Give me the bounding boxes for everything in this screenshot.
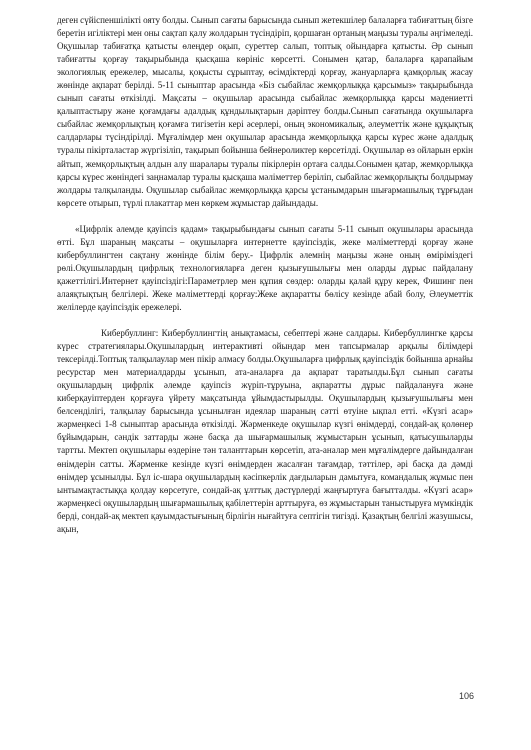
paragraph-digital-safety-class-hour: «Цифрлік әлемде қауіпсіз қадам» тақырыбындағы сынып сағаты 5-11 сынып оқушылары арасында өтті. Бұл шараның мақсаты – оқушыларға интернетте қауіпсіздік, жеке мәліметтерді қорғау және кибербуллингтен сақтану жөнінде білім беру.- Цифрлік әлемнің маңызы және оның өміріміздегі рөлі.Оқушылардың цифрлық технологияларға деген қызығушылығы мен оларды дұрыс пайдалану қажеттілігі.Интернет қауіпсіздігі:Параметрлер мен құпия сөздер: оларды қалай құру керек, Фишинг пен алаяқтықтың белгілері. Жеке мәліметтерді қорғау:Жеке ақпаратты бөлісу кезінде абай болу, Әлеуметтік желілерде қауіпсіздік ережелері. — [57, 223, 473, 312]
paragraph-anti-corruption-class-hour: деген сүйіспеншілікті ояту болды. Сынып сағаты барысында сынып жетекшілер балаларға табиғаттың бізге беретін игіліктері мен оны сақтап қалу жолдарын түсіндіріп, қоршаған ортаның маңызы туралы әңгімеледі. Оқушылар табиғатқа қатысты өлеңдер оқып, суреттер салып, топтық ойындарға қатысты. Әр сынып табиғатты қорғау тақырыбында қысқаша көрініс көрсетті. Сонымен қатар, балаларға қарапайым экологиялық ережелер, мысалы, қоқысты сұрыптау, өсімдіктерді қорғау, жануарларға қамқорлық жасау жөнінде ақпарат берілді. 5-11 сыныптар арасында «Біз сыбайлас жемқорлыққа қарсымыз» тақырыбында сынып сағаты өткізілді. Мақсаты – оқушылар арасында сыбайлас жемқорлыққа қарсы мәдениетті қалыптастыру және қоғамдағы адалдық құндылықтарын дәріптеу болды.Сынып сағатында оқушыларға сыбайлас жемқорлықтың қоғамға тигізетін кері әсерлері, оның экономикалық, әлеуметтік және құқықтық салдарлары түсіндірілді. Мұғалімдер мен оқушылар арасында жемқорлыққа қарсы күрес және адалдық туралы пікірталастар жүргізіліп, тақырып бойынша бейнероликтер көрсетілді. Оқушылар өз ойларын еркін айтып, жемқорлықтың алдын алу шаралары туралы пікірлерін ортаға салды.Сонымен қатар, жемқорлыққа қарсы күрес жөніндегі заңнамалар туралы қысқаша мәліметтер беріліп, сыбайлас жемқорлықты болдырмау жолдары талқыланды. Оқушылар сыбайлас жемқорлыққа қарсы ұстанымдарын шығармашылық тұрғыдан көрсете отырып, түрлі плакаттар мен көркем жұмыстар дайындады. — [57, 15, 473, 208]
document-page — [57, 14, 473, 536]
page-number: 106 — [458, 691, 474, 701]
paragraph-cyberbullying-autumn-fair: Кибербуллинг: Кибербуллингтің анықтамасы, себептері және салдары. Кибербуллингке қарсы күрес стратегиялары.Оқушылардың интерактивті ойындар мен тапсырмалар арқылы білімдері тексерілді.Топтық талқылаулар мен пікір алмасу болды.Оқушыларға цифрлық қауіпсіздік бойынша арнайы ресурстар мен материалдарды ұсынып, ата-аналарға да ақпарат таратылды.Бұл сынып сағаты оқушылардың цифрлік әлемде қауіпсіз жүріп-тұруына, ақпаратты дұрыс пайдалануға және киберқауіптерден қорғауға үйрету мақсатында ұйымдастырылды. Оқушылардың қызығушылығы мен белсенділігі, талқылау барысында ұсынылған идеялар шараның сәтті өтуіне ықпал етті. «Күзгі асар» жәрмеңкесі 1-8 сыныптар арасында өткізілді. Жәрменкеде оқушылар күзгі өнімдерді, сондай-ақ қолөнер бұйымдарын, сәндік заттарды және басқа да шығармашылық жұмыстарын ұсынып, қатысушыларды тартты. Мектеп оқушылары өздеріне тән таланттарын көрсетіп, ата-аналар мен мұғалімдерге дайындалған өнімдерін сатты. Жәрменке кезінде күзгі өнімдерден жасалған тағамдар, тәттілер, әрі басқа да дәмді өнімдер ұсынылды. Бұл іс-шара оқушылардың кәсіпкерлік дағдыларын дамытуға, командалық жұмыс пен ынтымақтастыққа қолдау көрсетуге, сондай-ақ ұлттық дәстүрлерді жаңғыртуға бағытталды. «Күзгі асар» жәрмеңкесі оқушылардың шығармашылық қабілеттерін арттыруға, өз жұмыстарын таныстыруға мүмкіндік берді, сондай-ақ мектеп қауымдастығының бірлігін нығайтуға септігін тигізді. Қазақтың белгілі жазушысы, ақын, — [57, 328, 473, 534]
